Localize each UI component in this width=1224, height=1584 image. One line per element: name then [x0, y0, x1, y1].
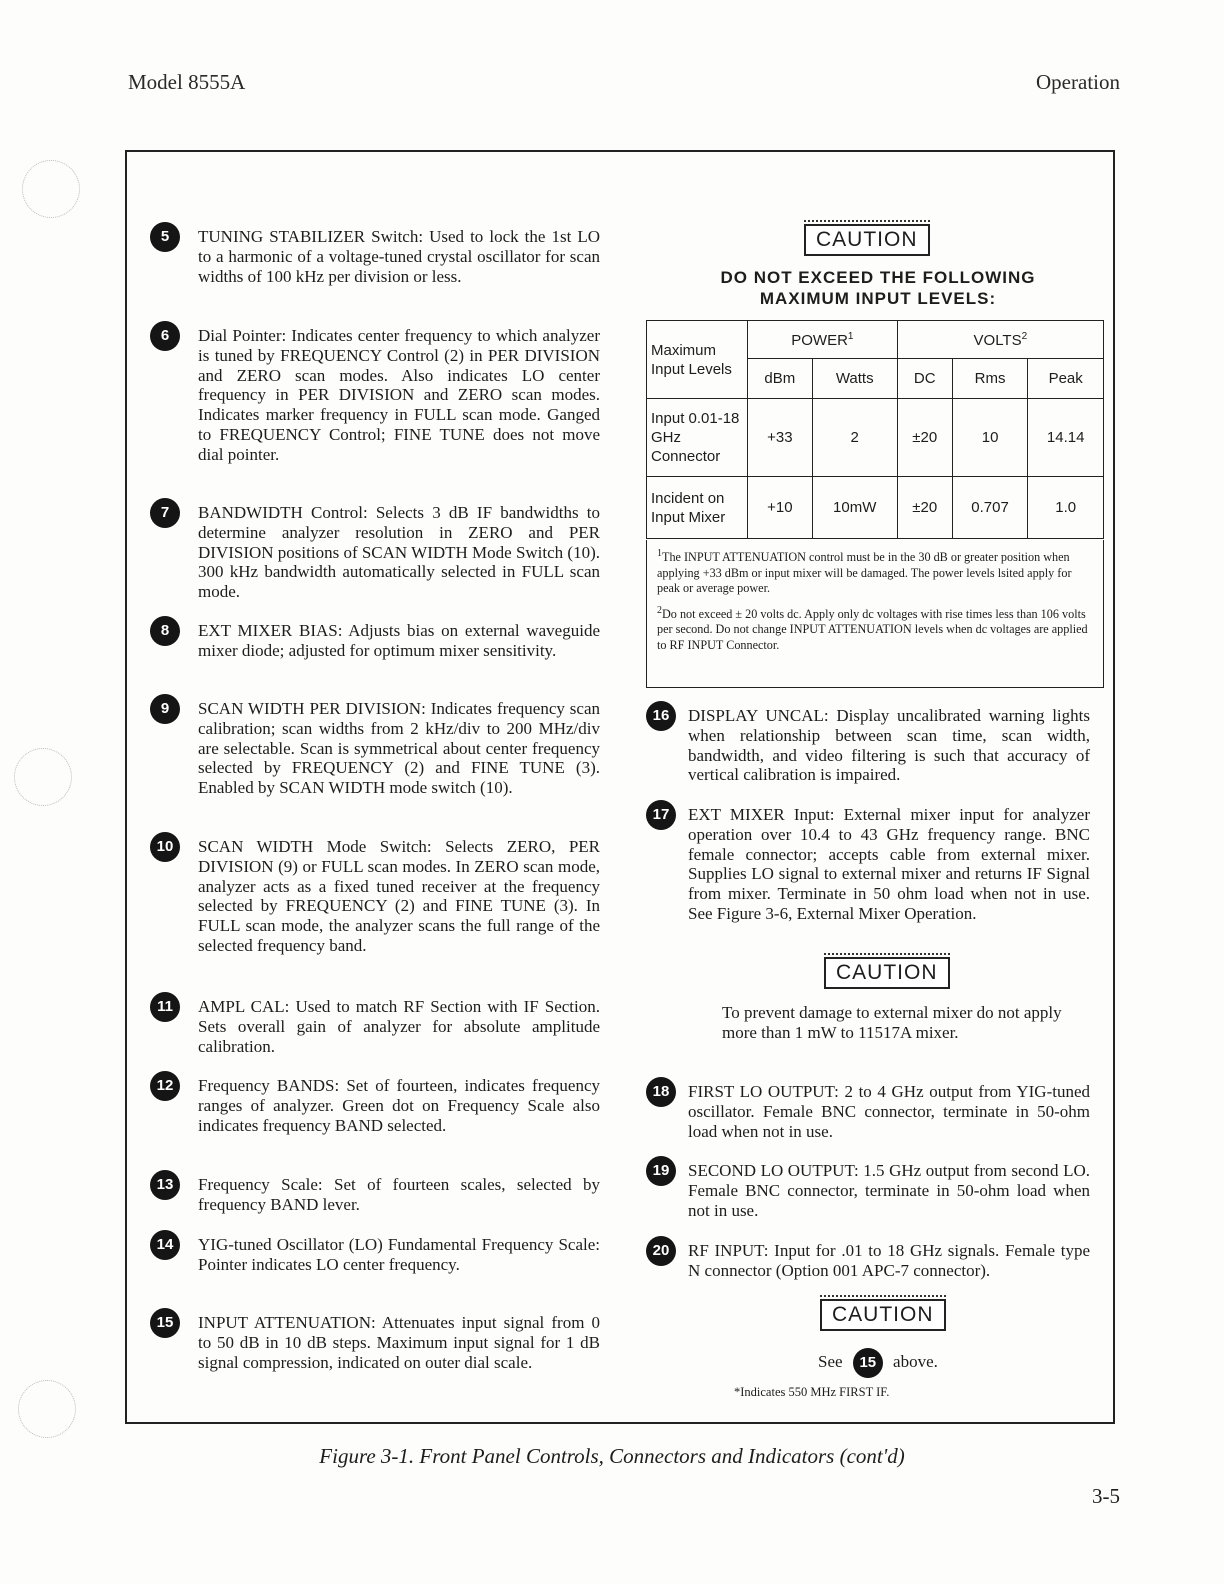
item-13-text: Frequency Scale: Set of fourteen scales, selected by frequency BAND lever.: [198, 1175, 600, 1214]
item-15-text: INPUT ATTENUATION: Attenuates input signal from 0 to 50 dB in 10 dB steps. Maximum input signal for 1 dB signal compression, indicated on outer dial scale.: [198, 1313, 600, 1372]
table-footnotes: [646, 540, 1104, 688]
callout-17: 17: [646, 800, 676, 830]
figure-caption: Figure 3-1. Front Panel Controls, Connectors and Indicators (cont'd): [319, 1444, 905, 1468]
callout-19: 19: [646, 1156, 676, 1186]
item-7-text: BANDWIDTH Control: Selects 3 dB IF bandwidths to determine analyzer resolution in ZERO and PER DIVISION positions of SCAN WIDTH Mode Switch (10). 300 kHz bandwidth automatically selected in FULL scan mode.: [198, 503, 600, 602]
see-reference: [818, 1348, 938, 1378]
table-cell: 1.0: [1028, 477, 1104, 539]
callout-10: 10: [150, 832, 180, 862]
footnote-1: $^1$The INPUT ATTENUATION control must be in the 30 dB or greater position when applying +33 dBm or input mixer will be damaged. The power levels lsited apply for peak or average power.: [657, 548, 1072, 596]
callout-18: 18: [646, 1077, 676, 1107]
callout-15-ref: 15: [853, 1348, 883, 1378]
callout-5: 5: [150, 222, 180, 252]
caution-box-rf: CAUTION: [820, 1299, 946, 1331]
callout-9: 9: [150, 694, 180, 724]
callout-12: 12: [150, 1071, 180, 1101]
item-19-text: SECOND LO OUTPUT: 1.5 GHz output from second LO. Female BNC connector, terminate in 50-ohm load when not in use.: [688, 1161, 1090, 1220]
callout-6: 6: [150, 321, 180, 351]
item-8-text: EXT MIXER BIAS: Adjusts bias on external waveguide mixer diode; adjusted for optimum mixer sensitivity.: [198, 621, 600, 660]
warning-line-1: DO NOT EXCEED THE FOLLOWING: [720, 268, 1036, 287]
item-6-text: Dial Pointer: Indicates center frequency to which analyzer is tuned by FREQUENCY Control (2) in PER DIVISION and ZERO scan modes. Also indicates LO center frequency in PER DIVISION and ZERO scan modes. Indicates marker frequency in FULL scan mode. Ganged to FREQUENCY Control; FINE TUNE does not move dial pointer.: [198, 326, 600, 464]
header-section: Operation: [1036, 70, 1120, 94]
callout-14: 14: [150, 1230, 180, 1260]
see-prefix: See: [818, 1351, 843, 1371]
item-14-text: YIG-tuned Oscillator (LO) Fundamental Frequency Scale: Pointer indicates LO center frequency.: [198, 1235, 600, 1274]
item-12-text: Frequency BANDS: Set of fourteen, indicates frequency ranges of analyzer. Green dot on Frequency Scale also indicates frequency BAND selected.: [198, 1076, 600, 1135]
item-5-text: TUNING STABILIZER Switch: Used to lock the 1st LO to a harmonic of a voltage-tuned crystal oscillator for scan widths of 100 kHz per division or less.: [198, 227, 600, 286]
table-cell: 0.707: [952, 477, 1028, 539]
caution-box-top: CAUTION: [804, 224, 930, 256]
table-cell: ±20: [897, 477, 952, 539]
see-suffix: above.: [893, 1351, 938, 1371]
header-model: Model 8555A: [128, 70, 246, 94]
caution-box-mixer: CAUTION: [824, 957, 950, 989]
col-rms: Rms: [952, 359, 1028, 399]
item-16-text: DISPLAY UNCAL: Display uncalibrated warning lights when relationship between scan time, scan width, bandwidth, and video filtering is such that accuracy of vertical calibration is impaired.: [688, 706, 1090, 785]
col-dbm: dBm: [748, 359, 813, 399]
callout-7: 7: [150, 498, 180, 528]
max-input-levels-table: [646, 320, 1104, 539]
callout-11: 11: [150, 992, 180, 1022]
power-header: POWER$^1$: [748, 321, 898, 359]
table-row: [647, 399, 1104, 477]
table-cell: 10: [952, 399, 1028, 477]
table-cell: 10mW: [812, 477, 897, 539]
callout-15: 15: [150, 1308, 180, 1338]
volts-header: VOLTS$^2$: [897, 321, 1103, 359]
item-20-text: RF INPUT: Input for .01 to 18 GHz signals. Female type N connector (Option 001 APC-7 connector).: [688, 1241, 1090, 1280]
col-peak: Peak: [1028, 359, 1104, 399]
table-cell: 2: [812, 399, 897, 477]
table-row: [647, 477, 1104, 539]
footnote-first-if: *Indicates 550 MHz FIRST IF.: [734, 1385, 890, 1399]
table-cell: 14.14: [1028, 399, 1104, 477]
footnote-2: $^2$Do not exceed ± 20 volts dc. Apply only dc voltages with rise times less than 106 volts per second. Do not change INPUT ATTENUATION levels when dc voltages are applied to RF INPUT Connector.: [657, 604, 1088, 652]
mixer-caution-text: To prevent damage to external mixer do not apply more than 1 mW to 11517A mixer.: [722, 1003, 1062, 1042]
row-label: Incident on Input Mixer: [647, 477, 748, 539]
item-11-text: AMPL CAL: Used to match RF Section with IF Section. Sets overall gain of analyzer for absolute amplitude calibration.: [198, 997, 600, 1056]
item-10-text: SCAN WIDTH Mode Switch: Selects ZERO, PER DIVISION (9) or FULL scan modes. In ZERO scan mode, analyzer acts as a fixed tuned receiver at the frequency selected by FREQUENCY (2) and FINE TUNE (3). In FULL scan mode, the analyzer scans the full range of the selected frequency band.: [198, 837, 600, 955]
page-number: 3-5: [1092, 1484, 1120, 1508]
row-label: Input 0.01-18 GHz Connector: [647, 399, 748, 477]
table-corner-label: Maximum Input Levels: [647, 321, 748, 399]
item-9-text: SCAN WIDTH PER DIVISION: Indicates frequency scan calibration; scan widths from 2 kHz/div to 200 MHz/div are selectable. Scan is symmetrical about center frequency selected by FREQUENCY (2) and FINE TUNE (3). Enabled by SCAN WIDTH mode switch (10).: [198, 699, 600, 798]
table-cell: +33: [748, 399, 813, 477]
callout-13: 13: [150, 1170, 180, 1200]
table-cell: ±20: [897, 399, 952, 477]
callout-8: 8: [150, 616, 180, 646]
col-watts: Watts: [812, 359, 897, 399]
callout-20: 20: [646, 1236, 676, 1266]
col-dc: DC: [897, 359, 952, 399]
punch-hole-middle: [14, 748, 72, 806]
callout-16: 16: [646, 701, 676, 731]
item-17-text: EXT MIXER Input: External mixer input for analyzer operation over 10.4 to 43 GHz frequency range. BNC female connector; accepts cable from external mixer. Supplies LO signal to external mixer and returns IF Signal from mixer. Terminate in 50 ohm load when not in use. See Figure 3-6, External Mixer Operation.: [688, 805, 1090, 923]
item-18-text: FIRST LO OUTPUT: 2 to 4 GHz output from YIG-tuned oscillator. Female BNC connector, terminate in 50-ohm load when not in use.: [688, 1082, 1090, 1141]
punch-hole-top: [22, 160, 80, 218]
table-cell: +10: [748, 477, 813, 539]
punch-hole-bottom: [18, 1380, 76, 1438]
warning-line-2: MAXIMUM INPUT LEVELS:: [759, 289, 997, 308]
